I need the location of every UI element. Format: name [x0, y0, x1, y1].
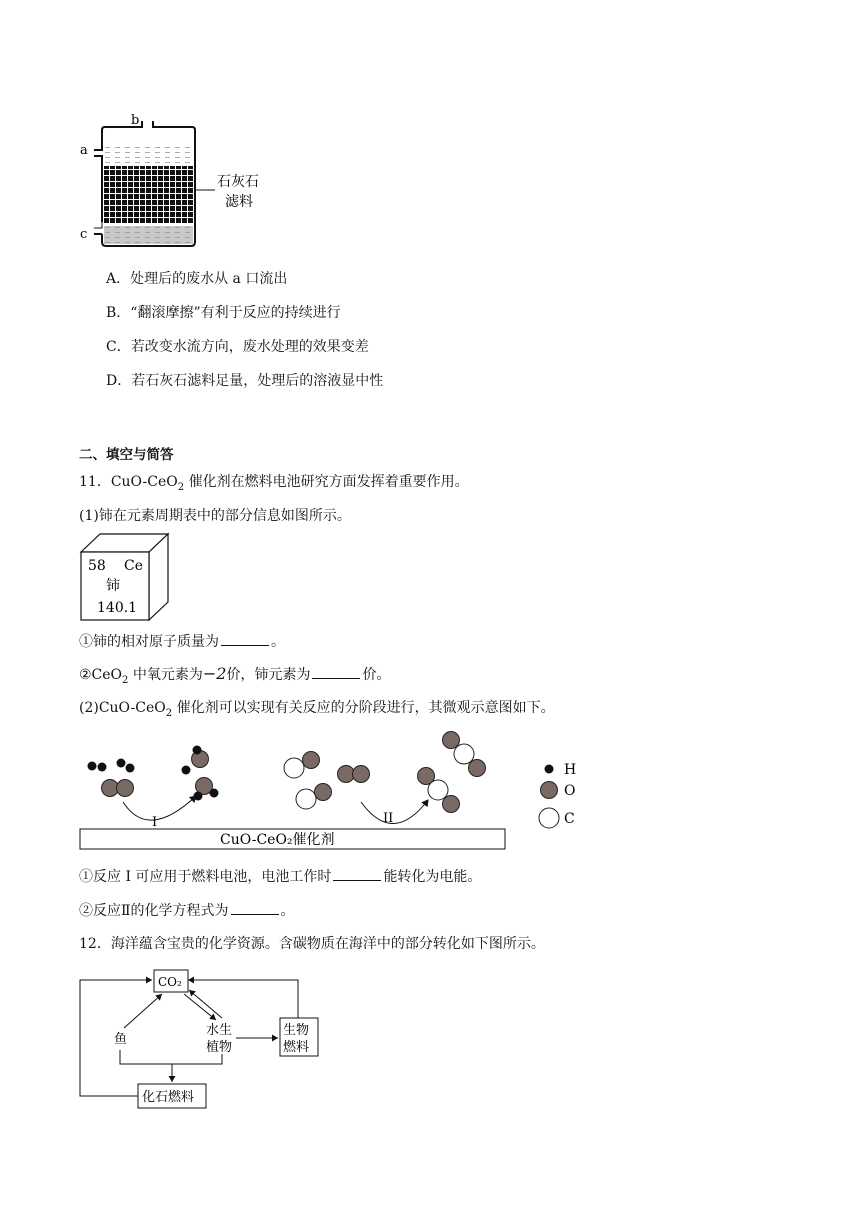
filter-apparatus-figure [74, 110, 274, 255]
q11-stem: 11．CuO-CeO$_2$ 催化剂在燃料电池研究方面发挥着重要作用。 [79, 474, 469, 493]
option-c: C．若改变水流方向，废水处理的效果变差 [106, 339, 369, 355]
q11-part1: (1)铈在元素周期表中的部分信息如图所示。 [79, 508, 351, 524]
flow-fish: 鱼 [114, 1032, 128, 1047]
option-b: B．“翻滚摩擦”有利于反应的持续进行 [106, 305, 341, 321]
label-a: a [80, 143, 88, 158]
q12-stem: 12．海洋蕴含宝贵的化学资源。含碳物质在海洋中的部分转化如下图所示。 [79, 936, 545, 952]
arrow-i-label: I [152, 815, 158, 830]
filter-label-line1: 石灰石 [217, 174, 259, 190]
legend-o: O [564, 783, 576, 799]
q11-2-2: ②反应Ⅱ的化学方程式为 。 [79, 903, 295, 919]
q11-1-1: ①铈的相对原子质量为 。 [79, 634, 285, 650]
element-symbol: Ce [124, 558, 143, 574]
flow-biofuel-2: 燃料 [283, 1040, 310, 1055]
arrow-ii-label: II [383, 811, 394, 826]
flow-co2: CO₂ [158, 975, 182, 989]
element-name: 铈 [106, 578, 120, 594]
option-d: D．若石灰石滤料足量，处理后的溶液显中性 [106, 373, 384, 389]
flow-plant-2: 植物 [206, 1040, 233, 1055]
legend-c: C [564, 811, 575, 827]
catalyst-label: CuO-CeO₂催化剂 [220, 832, 335, 848]
legend-h: H [564, 762, 577, 778]
q11-1-2: ②CeO$_2$ 中氧元素为−2价，铈元素为 价。 [79, 664, 391, 686]
section-heading: 二、填空与简答 [79, 447, 174, 463]
flow-plant-1: 水生 [206, 1023, 233, 1038]
label-c: c [80, 227, 88, 242]
flow-biofuel-1: 生物 [283, 1023, 310, 1038]
flow-fossil: 化石燃料 [142, 1090, 195, 1105]
option-a: A．处理后的废水从 a 口流出 [106, 271, 288, 287]
element-tile-ce [78, 532, 172, 624]
reaction-micro-diagram [78, 726, 588, 854]
q11-2-1: ①反应 I 可应用于燃料电池，电池工作时 能转化为电能。 [79, 869, 482, 885]
label-b: b [131, 113, 140, 128]
filter-label-line2: 滤料 [225, 194, 253, 210]
q11-part2: (2)CuO-CeO$_2$ 催化剂可以实现有关反应的分阶段进行，其微观示意图如下。 [79, 700, 555, 719]
carbon-cycle-diagram [76, 964, 326, 1112]
element-number: 58 [88, 558, 106, 574]
element-mass: 140.1 [97, 600, 138, 616]
